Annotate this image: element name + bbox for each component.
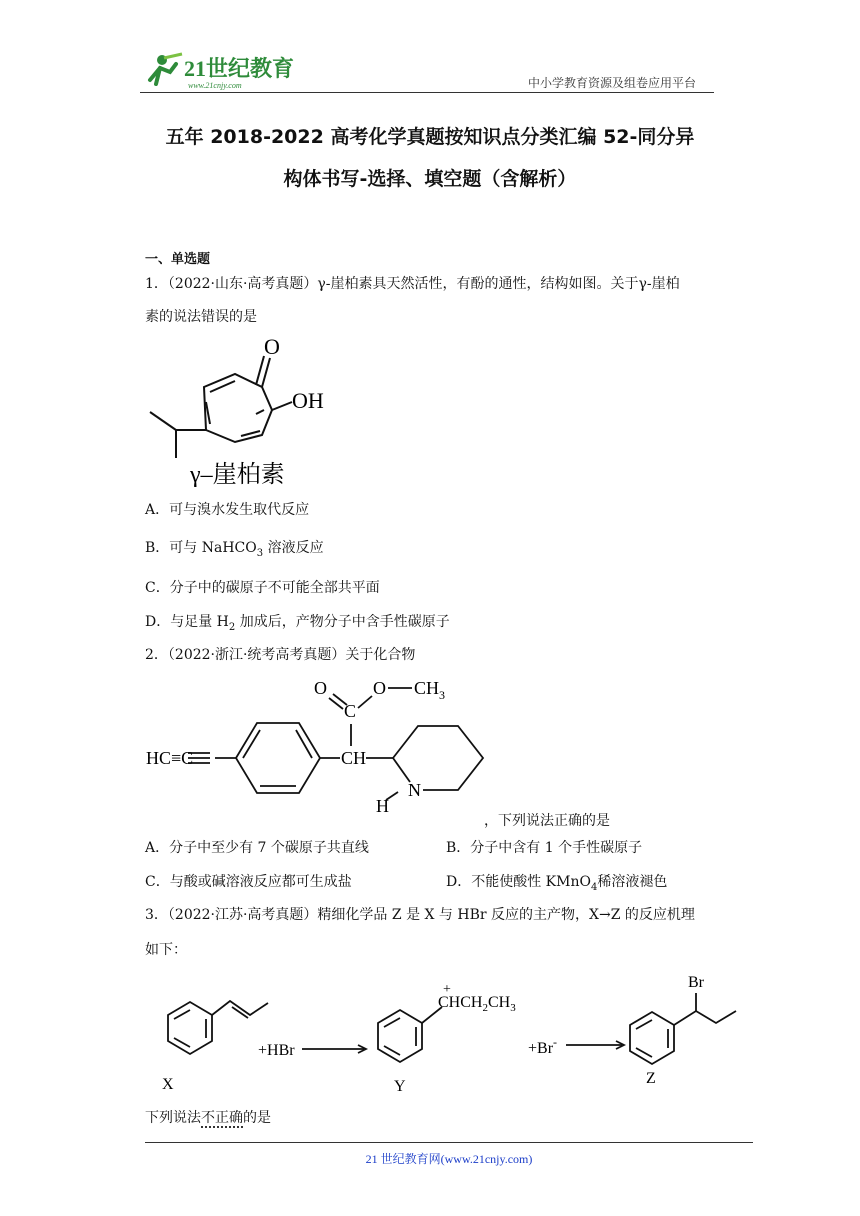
q1-option-a: A．可与溴水发生取代反应 [145,502,310,518]
doc-title-line2: 构体书写-选择、填空题（含解析） [283,168,577,190]
q3-mechanism-scheme [140,965,740,1105]
q1-option-b: B．可与 NaHCO$_3$ 溶液反应 [145,540,324,559]
q3-stem-line1: 3．（2022·江苏·高考真题）精细化学品 Z 是 X 与 HBr 反应的主产物，X→Z 的反应机理 [145,907,695,923]
svg-text:+: + [443,982,451,997]
q3-final-line: 下列说法不正确的是 [145,1110,271,1126]
svg-text:Z: Z [646,1070,656,1087]
svg-text:X: X [162,1076,174,1093]
svg-text:N: N [408,780,421,800]
svg-text:CH3: $CH_3$ [414,678,446,702]
q2-structure [140,672,500,822]
svg-text:O: O [373,678,386,698]
q2-option-c: C．与酸或碱溶液反应都可生成盐 [145,874,352,890]
svg-text:Y: Y [394,1078,406,1095]
svg-text:H: H [376,796,389,816]
logo-url: www.21cnjy.com [188,81,242,90]
q2-option-d: D．不能使酸性 KMnO$_4$稀溶液褪色 [446,874,668,893]
q1-structure-hinokitiol [140,332,350,492]
q1-option-c: C．分子中的碳原子不可能全部共平面 [145,580,380,596]
svg-text:+HBr: +HBr [258,1042,295,1059]
footer-rule [145,1142,753,1143]
svg-text:OH: OH [292,388,324,413]
header-rule [140,92,714,93]
svg-text:Br: Br [688,974,704,991]
svg-text:O: O [264,334,280,359]
q1-stem-line2: 素的说法错误的是 [145,309,257,325]
site-logo [142,50,312,92]
svg-text:CH: CH [341,748,367,768]
logo-text: 21世纪教育 [184,56,295,81]
q2-stem: 2．（2022·浙江·统考高考真题）关于化合物 [145,647,416,663]
svg-text:C: C [344,701,357,721]
footer-text[interactable]: 21 世纪教育网(www.21cnjy.com) [365,1152,533,1166]
svg-text:CHCH2CH3: $CHCH_2CH_3$ [438,994,516,1014]
svg-text:HC≡C: HC≡C [146,748,194,768]
svg-text:γ–崖柏素: γ–崖柏素 [190,462,285,488]
q1-stem-line1: 1．（2022·山东·高考真题）γ-崖柏素具天然活性，有酚的通性，结构如图。关于γ-崖柏 [145,276,680,292]
platform-tagline: 中小学教育资源及组卷应用平台 [528,76,697,90]
q1-option-d: D．与足量 $H_2$ 加成后，产物分子中含手性碳原子 [145,614,450,633]
svg-text:O: O [314,678,327,698]
runner-icon [150,54,182,84]
svg-text:+Br-: +Br- [528,1035,558,1057]
q2-option-a: A．分子中至少有 7 个碳原子共直线 [145,840,369,856]
q3-stem-line2: 如下： [145,942,187,958]
q2-option-b: B．分子中含有 1 个手性碳原子 [446,840,643,856]
section-heading: 一、单选题 [145,252,211,267]
q2-stem-tail: ，下列说法正确的是 [484,813,610,829]
doc-title-line1: 五年 2018-2022 高考化学真题按知识点分类汇编 52-同分异 [165,126,695,148]
